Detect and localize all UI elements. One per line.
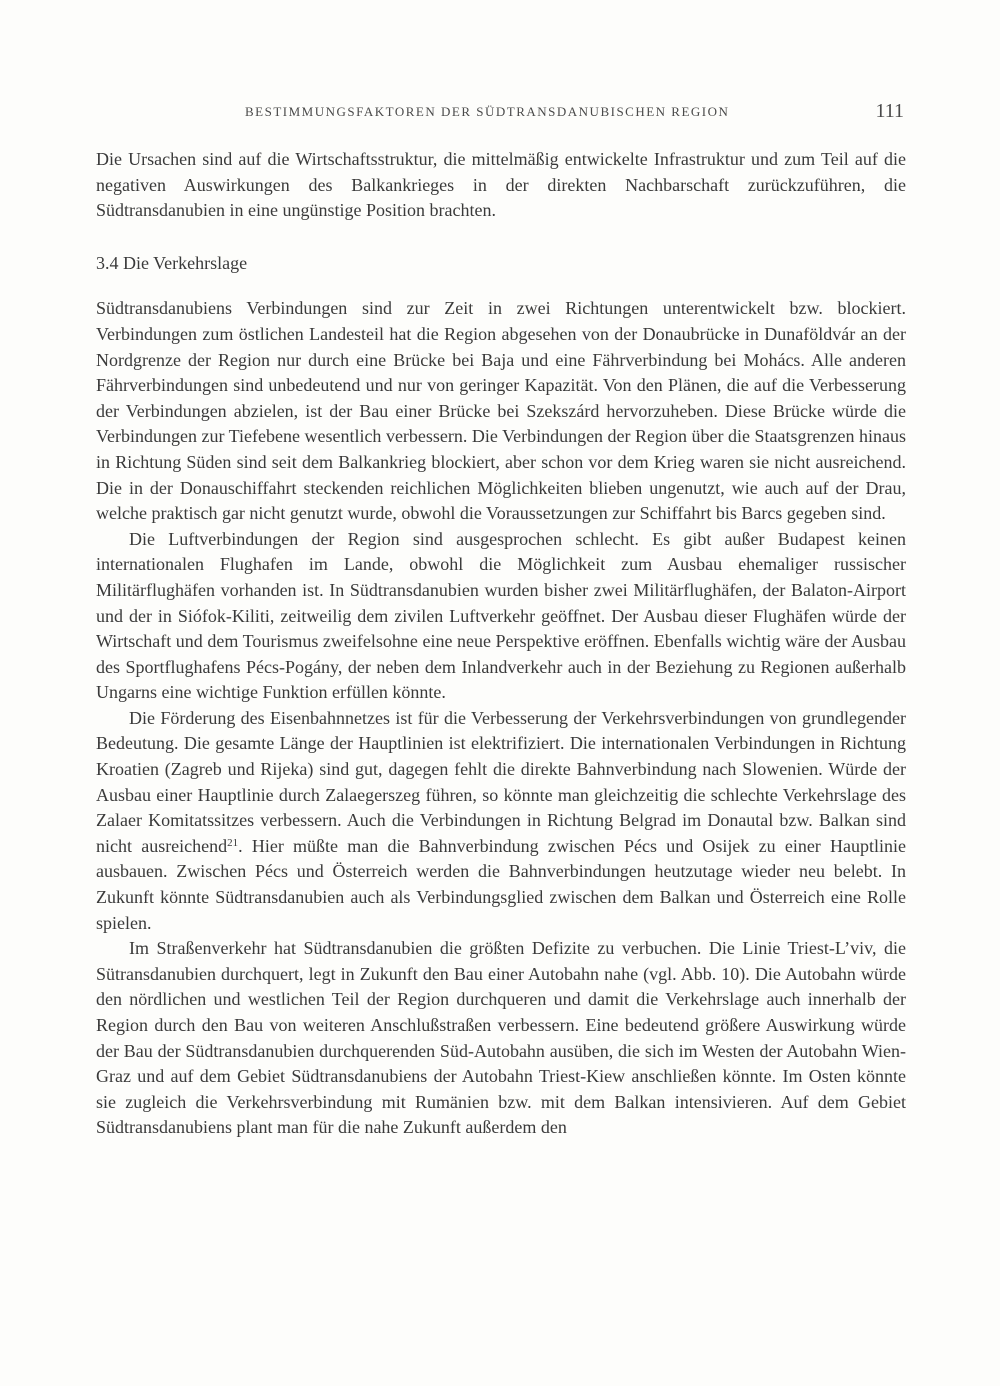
- paragraph-3-text-b: . Hier müßte man die Bahnverbindung zwischen Pécs und Osijek zu einer Hauptlinie ausbauen. Zwischen Pécs und Österreich werden die Bahnverbindungen heutzutage wieder neu belebt. In Zukunft könnte Südtransdanubien auch als Verbindungsglied zwischen dem Balkan und Österreich eine Rolle spielen.: [96, 835, 906, 933]
- paragraph-2: Die Luftverbindungen der Region sind ausgesprochen schlecht. Es gibt außer Budapest keinen internationalen Flughafen im Lande, obwohl die Möglichkeit zum Ausbau ehemaliger russischer Militärflughäfen vorhanden ist. In Südtransdanubien wurden bisher zwei Militärflughäfen, der Balaton-Airport und der in Siófok-Kiliti, zeitweilig dem zivilen Luftverkehr geöffnet. Der Ausbau dieser Flughäfen würde der Wirtschaft und dem Tourismus zweifelsohne eine neue Perspektive eröffnen. Ebenfalls wichtig wäre der Ausbau des Sportflughafens Pécs-Pogány, der neben dem Inlandverkehr auch in der Beziehung zu Regionen außerhalb Ungarns eine wichtige Funktion erfüllen könnte.: [96, 528, 906, 703]
- paragraph-4: Im Straßenverkehr hat Südtransdanubien die größten Defizite zu verbuchen. Die Linie Triest-L’viv, die Sütransdanubien durchquert, legt in Zukunft den Bau einer Autobahn nahe (vgl. Abb. 10). Die Autobahn würde den nördlichen und westlichen Teil der Region durchqueren und damit die Verkehrslage auch innerhalb der Region durch den Bau von weiteren Anschlußstraßen verbessern. Eine bedeutend größere Auswirkung würde der Bau der Südtransdanubien durchquerenden Süd-Autobahn ausüben, die sich im Westen der Autobahn Wien-Graz und auf dem Gebiet Südtransdanubiens der Autobahn Triest-Kiew anschließen könnte. Im Osten könnte sie zugleich die Verkehrsverbindung mit Rumänien bzw. mit dem Balkan intensivieren. Auf dem Gebiet Südtransdanubiens plant man für die nahe Zukunft außerdem den: [96, 938, 906, 1138]
- page-number: 111: [875, 100, 904, 122]
- paragraph-1: Südtransdanubiens Verbindungen sind zur Zeit in zwei Richtungen unterentwickelt bzw. blockiert. Verbindungen zum östlichen Landesteil hat die Region abgesehen von der Donaubrücke in Dunaföldvár an der Nordgrenze der Region nur durch eine Brücke bei Baja und eine Fährverbindung bei Mohács. Alle anderen Fährverbindungen sind unbedeutend und nur von geringer Kapazität. Von den Plänen, die auf die Verbesserung der Verbindungen abzielen, ist der Bau einer Brücke bei Szekszárd hervorzuheben. Diese Brücke würde die Verbindungen zur Tiefebene wesentlich verbessern. Die Verbindungen der Region über die Staatsgrenzen hinaus in Richtung Süden sind seit dem Balkankrieg blockiert, aber schon vor dem Krieg waren sie nicht ausreichend. Die in der Donauschiffahrt steckenden reichlichen Möglichkeiten blieben ungenutzt, wie auch auf der Drau, welche praktisch gar nicht genutzt wurde, obwohl die Voraussetzungen zur Schiffahrt bis Barcs gegeben sind.: [96, 298, 906, 524]
- section-heading: 3.4 Die Verkehrslage: [96, 252, 248, 273]
- paragraph-3-text-a: Die Förderung des Eisenbahnnetzes ist für die Verbesserung der Verkehrsverbindungen von grundlegender Bedeutung. Die gesamte Länge der Hauptlinien ist elektrifiziert. Die internationalen Verbindungen in Richtung Kroatien (Zagreb und Rijeka) sind gut, dagegen fehlt die direkte Bahnverbindung nach Slowenien. Würde der Ausbau einer Hauptlinie durch Zalaegerszeg führen, so könnte man gleichzeitig die schlechte Verkehrslage des Zalaer Komitatssitzes verbessern. Auch die Verbindungen in Richtung Belgrad im Donautal bzw. Balkan sind nicht ausreichend: [96, 707, 906, 856]
- paragraph-3: [96, 706, 906, 936]
- intro-paragraph: Die Ursachen sind auf die Wirtschaftsstruktur, die mittelmäßig entwickelte Infrastruktur und zum Teil auf die negativen Auswirkungen des Balkankrieges in der direkten Nachbarschaft zurückzuführen, die Südtransdanubien in eine ungünstige Position brachten.: [96, 149, 906, 221]
- footnote-reference[interactable]: 21: [227, 836, 239, 849]
- running-head: [0, 100, 1000, 124]
- body-text: [96, 147, 906, 1141]
- running-title: BESTIMMUNGSFAKTOREN DER SÜDTRANSDANUBISCHEN REGION: [245, 104, 730, 119]
